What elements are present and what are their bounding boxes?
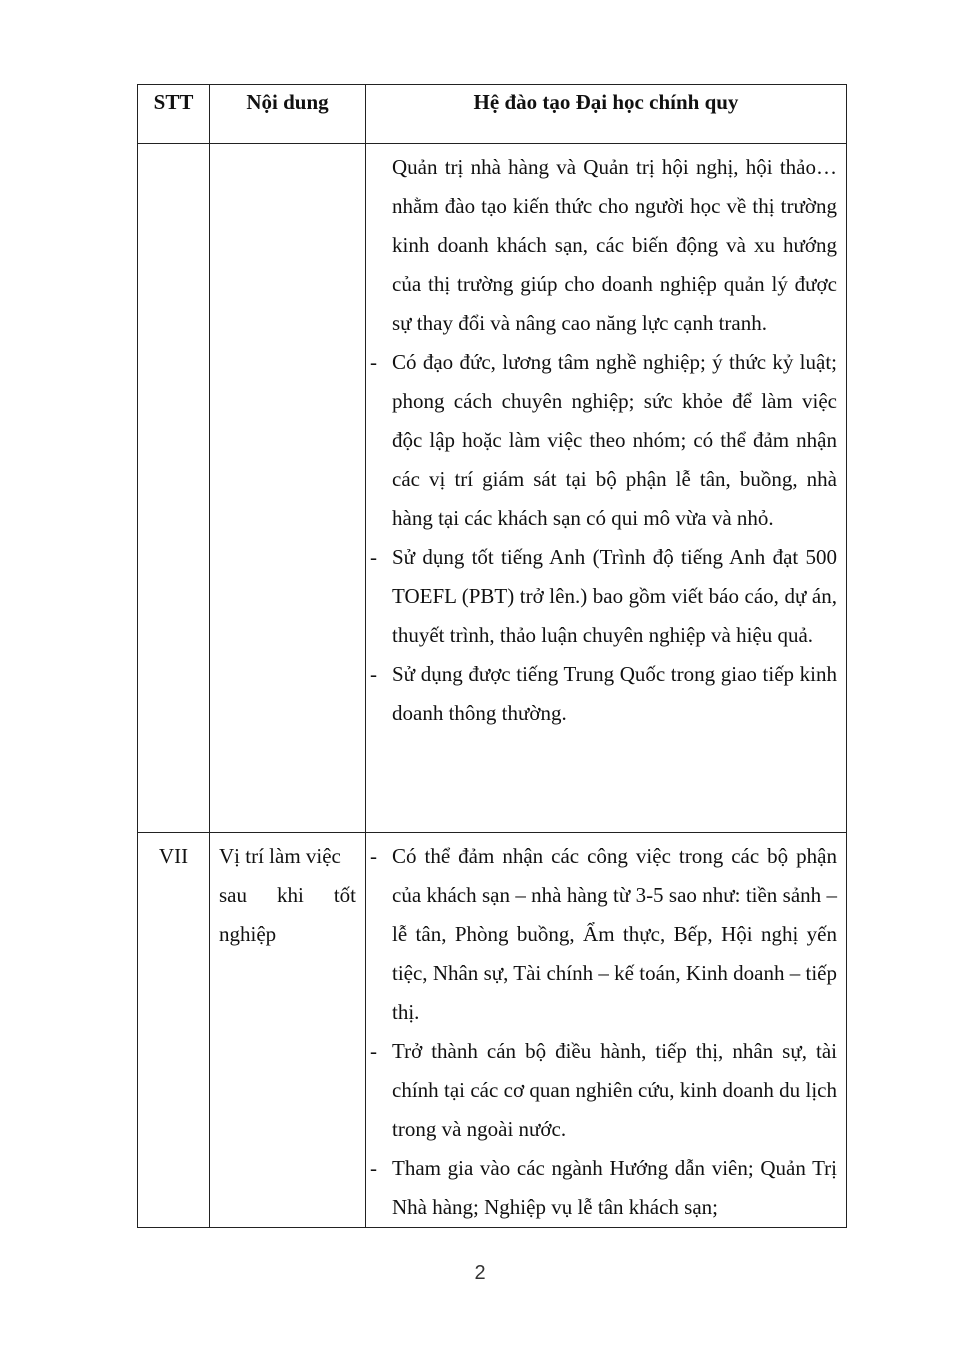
header-he-dao-tao: Hệ đào tạo Đại học chính quy bbox=[366, 85, 847, 144]
bullet-item: - Trở thành cán bộ điều hành, tiếp thị, nhân sự, tài chính tại các cơ quan nghiên cứu, kinh doanh du lịch trong và ngoài nước. bbox=[366, 1032, 846, 1149]
content-cell bbox=[210, 144, 366, 833]
table-row bbox=[138, 833, 847, 1228]
content-line bbox=[219, 876, 356, 915]
description-cell bbox=[366, 833, 847, 1228]
bullet-item: - Có đạo đức, lương tâm nghề nghiệp; ý thức kỷ luật; phong cách chuyên nghiệp; sức khỏe để làm việc độc lập hoặc làm việc theo nhóm; có thể đảm nhận các vị trí giám sát tại bộ phận lễ tân, buồng, nhà hàng tại các khách sạn có qui mô vừa và nhỏ. bbox=[366, 343, 846, 538]
content-line: nghiệp bbox=[219, 922, 277, 946]
content-word: sau bbox=[219, 883, 247, 907]
content-word: khi bbox=[276, 883, 304, 907]
bullet-item: - Sử dụng tốt tiếng Anh (Trình độ tiếng Anh đạt 500 TOEFL (PBT) trở lên.) bao gồm viết báo cáo, dự án, thuyết trình, thảo luận chuyên nghiệp và hiệu quả. bbox=[366, 538, 846, 655]
stt-cell: VII bbox=[138, 833, 210, 1228]
bullet-item: - Tham gia vào các ngành Hướng dẫn viên; Quản Trị Nhà hàng; Nghiệp vụ lễ tân khách sạn; bbox=[366, 1149, 846, 1227]
content-word: tốt bbox=[333, 883, 356, 907]
table-row bbox=[138, 144, 847, 833]
paragraph: Quản trị nhà hàng và Quản trị hội nghị, hội thảo… nhằm đào tạo kiến thức cho người học về thị trường kinh doanh khách sạn, các biến động và xu hướng của thị trường giúp cho doanh nghiệp quản lý được sự thay đổi và nâng cao năng lực cạnh tranh. bbox=[392, 155, 837, 335]
header-stt: STT bbox=[138, 85, 210, 144]
table-header-row bbox=[138, 85, 847, 144]
stt-cell bbox=[138, 144, 210, 833]
bullet-item: - Sử dụng được tiếng Trung Quốc trong giao tiếp kinh doanh thông thường. bbox=[366, 655, 846, 733]
description-cell bbox=[366, 144, 847, 833]
bullet-item: - Có thể đảm nhận các công việc trong các bộ phận của khách sạn – nhà hàng từ 3-5 sao như: tiền sảnh – lễ tân, Phòng buồng, Ẩm thực, Bếp, Hội nghị yến tiệc, Nhân sự, Tài chính – kế toán, Kinh doanh – tiếp thị. bbox=[366, 837, 846, 1032]
content-cell bbox=[210, 833, 366, 1228]
program-table bbox=[137, 84, 847, 1228]
content-line: Vị trí làm việc bbox=[219, 844, 341, 868]
header-noi-dung: Nội dung bbox=[210, 85, 366, 144]
page-number: 2 bbox=[474, 1262, 486, 1284]
